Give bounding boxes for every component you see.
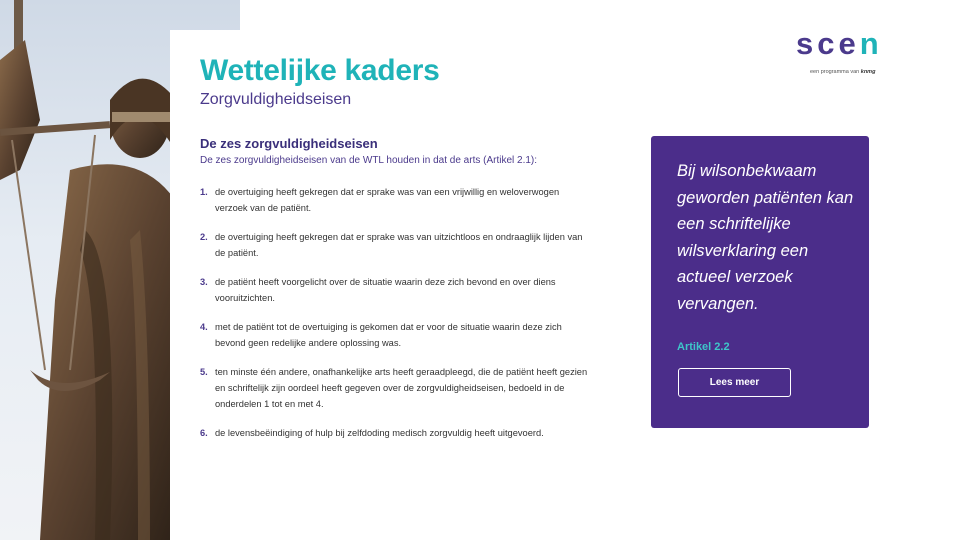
logo-wordmark — [796, 26, 883, 62]
quote-box — [651, 136, 869, 428]
list-item-text: de patiënt heeft voorgelicht over de situatie waarin deze zich bevond en over diens vooruitzichten. — [215, 277, 556, 303]
page-title: Wettelijke kaders — [200, 54, 440, 87]
read-more-button[interactable]: Lees meer — [678, 368, 791, 397]
logo-wordmark-part2: n — [859, 26, 883, 61]
list-item-number: 5. — [200, 367, 208, 377]
list-item-text: de overtuiging heeft gekregen dat er sprake was van een vrijwillig en weloverwogen verzoek van de patiënt. — [215, 187, 560, 213]
logo-tagline — [810, 69, 875, 75]
quote-text: Bij wilsonbekwaam geworden patiënten kan een schriftelijke wilsverklaring een actueel verzoek vervangen. — [677, 162, 854, 313]
logo-tagline-text: een programma van — [810, 69, 860, 75]
list-item-number: 2. — [200, 232, 208, 242]
list-item — [200, 229, 590, 261]
requirements-list — [200, 184, 590, 454]
list-item-number: 1. — [200, 187, 208, 197]
list-item — [200, 425, 590, 441]
list-item — [200, 319, 590, 351]
scen-logo — [796, 26, 896, 86]
list-item — [200, 364, 590, 412]
list-item-number: 6. — [200, 428, 208, 438]
list-item-number: 4. — [200, 322, 208, 332]
list-item-text: ten minste één andere, onafhankelijke arts heeft geraadpleegd, die de patiënt heeft gezien en schriftelijk zijn oordeel heeft gegeven over de zorgvuldigheidseisen, bedoeld in de onderdelen 1 tot en met 4. — [215, 367, 588, 409]
section-intro: De zes zorgvuldigheidseisen van de WTL houden in dat de arts (Artikel 2.1): — [200, 155, 538, 166]
page-subtitle: Zorgvuldigheidseisen — [200, 91, 352, 108]
list-item-text: met de patiënt tot de overtuiging is gekomen dat er voor de situatie waarin deze zich bevond geen redelijke andere oplossing was. — [215, 322, 562, 348]
list-item-number: 3. — [200, 277, 208, 287]
section-heading: De zes zorgvuldigheidseisen — [200, 136, 378, 151]
list-item — [200, 184, 590, 216]
knmg-logo: knmg — [860, 69, 876, 75]
article-reference: Artikel 2.2 — [677, 341, 730, 353]
list-item-text: de levensbeëindiging of hulp bij zelfdoding medisch zorgvuldig heeft uitgevoerd. — [215, 428, 544, 438]
list-item-text: de overtuiging heeft gekregen dat er sprake was van uitzichtloos en ondraaglijk lijden van de patiënt. — [215, 232, 583, 258]
list-item — [200, 274, 590, 306]
logo-wordmark-part1: sce — [796, 26, 860, 61]
